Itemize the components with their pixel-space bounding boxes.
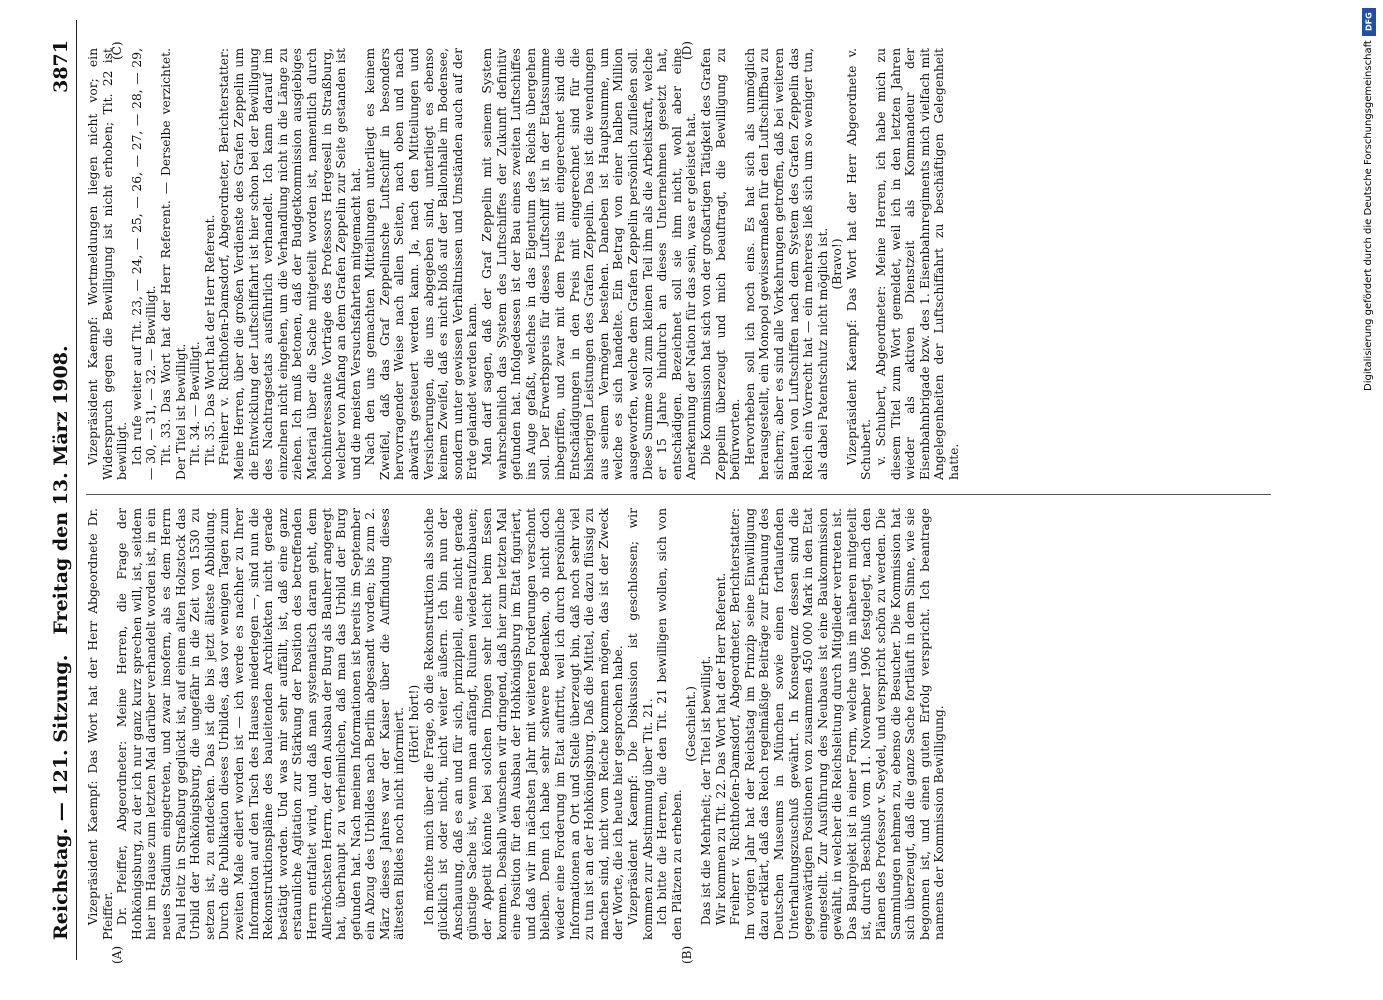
header-session: Reichstag. — 121. Sitzung. <box>50 654 72 940</box>
paragraph: Freiherr v. Richthofen-Damsdorf, Abgeordneter, Berichterstatter: Im vorigen Jahr hat der Reichstag im Prinzip seine Einwilligung dazu erklärt, daß das Reich regelmäßige Beiträge zur Erbauung des Deutschen Museums in München sowie einen fortlaufenden Unterhaltungszuschuß gewährt. In Konsequenz dessen sind die gegenwärtigen Positionen von zusammen 450 000 Mark in den Etat eingestellt. Zur Ausführung des Neubaues ist eine Baukommission gewählt, in welcher die Reichsleitung durch Mitglieder vertreten ist. Das Bauprojekt ist in einer Form, welche uns im näheren mitgeteilt ist, durch Beschluß vom 11. November 1906 festgelegt, nach den Plänen des Professor v. Seydel, und verspricht schön zu werden. Die Sammlungen nehmen zu, ebenso die Besucher. Die Kommission hat sich überzeugt, daß die ganze Sache fortläuft in dem Sinne, wie sie begonnen ist, und einen guten Erfolg verspricht. Ich beantrage namens der Kommission Bewilligung. <box>728 508 947 940</box>
paragraph: Die Kommission hat sich von der großartigen Tätigkeit des Grafen Zeppelin überzeugt und mich beauftragt, die Bewilligung zu befürworten. <box>698 48 743 480</box>
paragraph: Tit. 35. Das Wort hat der Herr Referent. <box>202 214 217 466</box>
paragraph: Vizepräsident Kaempf: Das Wort hat der Herr Abgeordnete Dr. Pfeiffer. <box>86 508 115 940</box>
column-divider <box>86 494 1271 495</box>
paragraph: Wir kommen zu Tit. 22. Das Wort hat der Herr Referent. <box>713 572 728 926</box>
dfg-logo: DFG <box>1362 8 1376 36</box>
paragraph: Vizepräsident Kaempf: Das Wort hat der Herr Abgeordnete v. Schubert. <box>844 48 874 480</box>
digitization-note: Digitalisierung gefördert durch die Deutsche Forschungsgemeinschaft <box>1363 40 1374 391</box>
paragraph: Man darf sagen, daß der Graf Zeppelin mit seinem System wahrscheinlich das System des Luftschiffes der Zukunft definitiv gefunden hat. Infolgedessen ist der Bau eines zweiten Luftschiffes ins Auge gefaßt, welches in das Eigentum des Reichs übergehen soll. Der Erwerbspreis für dieses Luftschiff ist in der Etatssumme inbegriffen, und zwar mit dem Preis mit eingerechnet sind die Entschädigungen in den Preis mit eingerechnet sind für die bisherigen Leistungen des Grafen Zeppelin. Das ist die wendungen aus seinem Vermögen bestehen. Daneben ist Hauptsumme, um welche es sich handelte. Ein Betrag von einer halben Million ausgeworfen, welche dem Grafen Zeppelin persönlich zufließen soll. Diese Summe soll zum kleinen Teil ihm als die Arbeitskraft, welche er 15 Jahre hindurch an dieses Unternehmen gesetzt hat, entschädigen. Bezeichnet soll sie ihm nicht, wohl aber eine Anerkennung der Nation für das sein, was er geleistet hat. <box>480 48 699 480</box>
paragraph: Vizepräsident Kaempf: Die Diskussion ist geschlossen; wir kommen zur Abstimmung über Tit. 21. <box>625 508 655 940</box>
paragraph: (Bravo!) <box>830 238 845 290</box>
right-column <box>86 48 1271 480</box>
paragraph: Vizepräsident Kaempf: Wortmeldungen liegen nicht vor; ein Widerspruch gegen die Bewilligung ist nicht erhoben; Tit. 22 ist bewilligt. <box>86 48 130 480</box>
paragraph: Tit. 34. — Bewilligt. <box>188 341 203 466</box>
paragraph: Das ist die Mehrheit; der Titel ist bewilligt. <box>698 655 713 926</box>
page-number: 3871 <box>50 40 72 93</box>
paragraph: v. Schubert, Abgeordneter: Meine Herren, ich habe mich zu diesem Titel zum Wort gemeldet, weil ich in den letzten Jahren wieder als aktiven Dienstzeit als Kommandeur der Eisenbahnbrigade bzw. des 1. Eisenbahnregiments mich vielfach mit Angelegenheiten der Luftschiffahrt zu beschäftigen Gelegenheit hatte. <box>874 48 962 480</box>
paragraph: Freiherr v. Richthofen-Damsdorf, Abgeordneter, Berichterstatter: Meine Herren, über die großen Verdienste des Grafen Zeppelin um die Entwicklung der Luftschiffahrt ist hier schon bei der Bewilligung des Nachtragsetats ausführlich verhandelt. Ich kann darauf im einzelnen nicht eingehen, um die Verhandlung nicht in die Länge zu ziehen. Ich muß betonen, daß der Budgetkommission ausgiebiges Material über die Sache mitgeteilt worden ist, namentlich durch hochinteressante Vorträge des Professors Hergesell in Straßburg, welcher von Anfang an dem Grafen Zeppelin zur Seite gestanden ist und die meisten Versuchsfahrten mitgemacht hat. <box>217 48 363 480</box>
paragraph: Ich bitte die Herren, die den Tit. 21 bewilligen wollen, sich von den Plätzen zu erheben. <box>655 508 684 940</box>
header-date: Freitag den 13. März 1908. <box>50 345 72 635</box>
margin-marker-b: (B) <box>680 945 694 964</box>
margin-marker-c: (C) <box>110 41 124 60</box>
paragraph: (Geschieht.) <box>684 686 699 762</box>
paragraph: Tit. 33. Das Wort hat der Herr Referent. — Derselbe verzichtet. Der Titel ist bewilligt. <box>158 48 188 480</box>
margin-marker-d: (D) <box>680 41 694 60</box>
paragraph: Hervorheben soll ich noch eins. Es hat sich als unmöglich herausgestellt, ein Monopol gewissermaßen für den Luftschiffbau zu sichern; aber es sind alle Vorkehrungen getroffen, daß bei weiteren Bauten von Luftschiffen nach dem System des Grafen Zeppelin das Reich ein Vorrecht hat — ein mehreres ließ sich um so weniger tun, als dabei Patentschutz nicht möglich ist. <box>742 48 830 480</box>
paragraph: Ich möchte mich über die Frage, ob die Rekonstruktion als solche glücklich ist oder nicht, nicht weiter äußern. Ich bin nun der Anschauung, daß es an und für sich, prinzipiell, eine nicht gerade günstige Sache ist, wenn man anfängt, Ruinen wiederaufzubauen; der Appetit könnte bei solchen Dingen sehr leicht beim Essen kommen. Deshalb wünschen wir dringend, daß hier zum letzten Mal eine Position für den Ausbau der Hohkönigsburg im Etat figuriert, und daß wir im nächsten Jahr mit weiteren Forderungen verschont bleiben. Denn ich habe sehr schwere Bedenken, ob nicht doch wieder eine Forderung im Etat auftritt, weil ich durch persönliche Informationen an Ort und Stelle überzeugt bin, daß noch sehr viel zu tun ist an der Hohkönigsburg. Daß die Mittel, die dazu flüssig zu machen sind, nicht vom Reiche kommen mögen, das ist der Zweck der Worte, die ich heute hier gesprochen habe. <box>421 508 626 940</box>
paragraph: (Hört! hört!) <box>407 684 422 764</box>
page-header <box>48 20 77 960</box>
paragraph: Ich rufe weiter auf Tit. 23, — 24, — 25, — 26, — 27, — 28, — 29, — 30, — 31, — 32. — Bewilligt. <box>129 48 159 480</box>
margin-marker-a: (A) <box>110 945 124 964</box>
left-column <box>86 508 1271 940</box>
paragraph: Nach den uns gemachten Mitteilungen unterliegt es keinem Zweifel, daß das Graf Zeppelinsche Luftschiff in besonders hervorragender Weise nach allen Seiten, nach oben und nach abwärts gesteuert werden kann. Ja, nach den Mitteilungen und Versicherungen, die uns abgegeben sind, unterliegt es ebenso keinem Zweifel, daß es nicht bloß auf der Ballonhalle im Bodensee, sondern unter gewissen Verhältnissen und Umständen auch auf der Erde gelandet werden kann. <box>363 48 480 480</box>
paragraph: Dr. Pfeiffer, Abgeordneter: Meine Herren, die Frage der Hohkönigsburg, zu der ich nur ganz kurz sprechen will, ist, seitdem hier im Hause zum letzten Mal darüber verhandelt worden ist, in ein neues Stadium eingetreten, und zwar insofern, als es dem Herrn Paul Heitz in Straßburg geglückt ist, auf einem alten Holzstock das Urbild der Hohkönigsburg, die ungefähr in die Zeit von 1530 zu setzen ist, zu entdecken. Das ist die bis jetzt älteste Abbildung. Durch die Publikation dieses Urbildes, das vor wenigen Tagen zum zweiten Male ediert worden ist — ich werde es nachher zu Ihrer Information auf den Tisch des Hauses niederlegen —, sind nun die Rekonstruktionspläne des bauleitenden Architekten nicht gerade bestätigt worden. Und was mir sehr auffällt, ist, daß eine ganz erstaunliche Agitation zur Stärkung der Position des betreffenden Herrn entfaltet wird, und daß man systematisch daran geht, dem Allerhöchsten Herrn, der den Ausbau der Burg als Bauherr angeregt hat, überhaupt zu verheimlichen, daß man das Urbild der Burg gefunden hat. Nach meinen Informationen ist bereits im September ein Abzug des Urbildes nach Berlin abgesandt worden; bis zum 2. März dieses Jahres war der Kaiser über die Auffindung dieses ältesten Bildes noch nicht informiert. <box>115 508 407 940</box>
